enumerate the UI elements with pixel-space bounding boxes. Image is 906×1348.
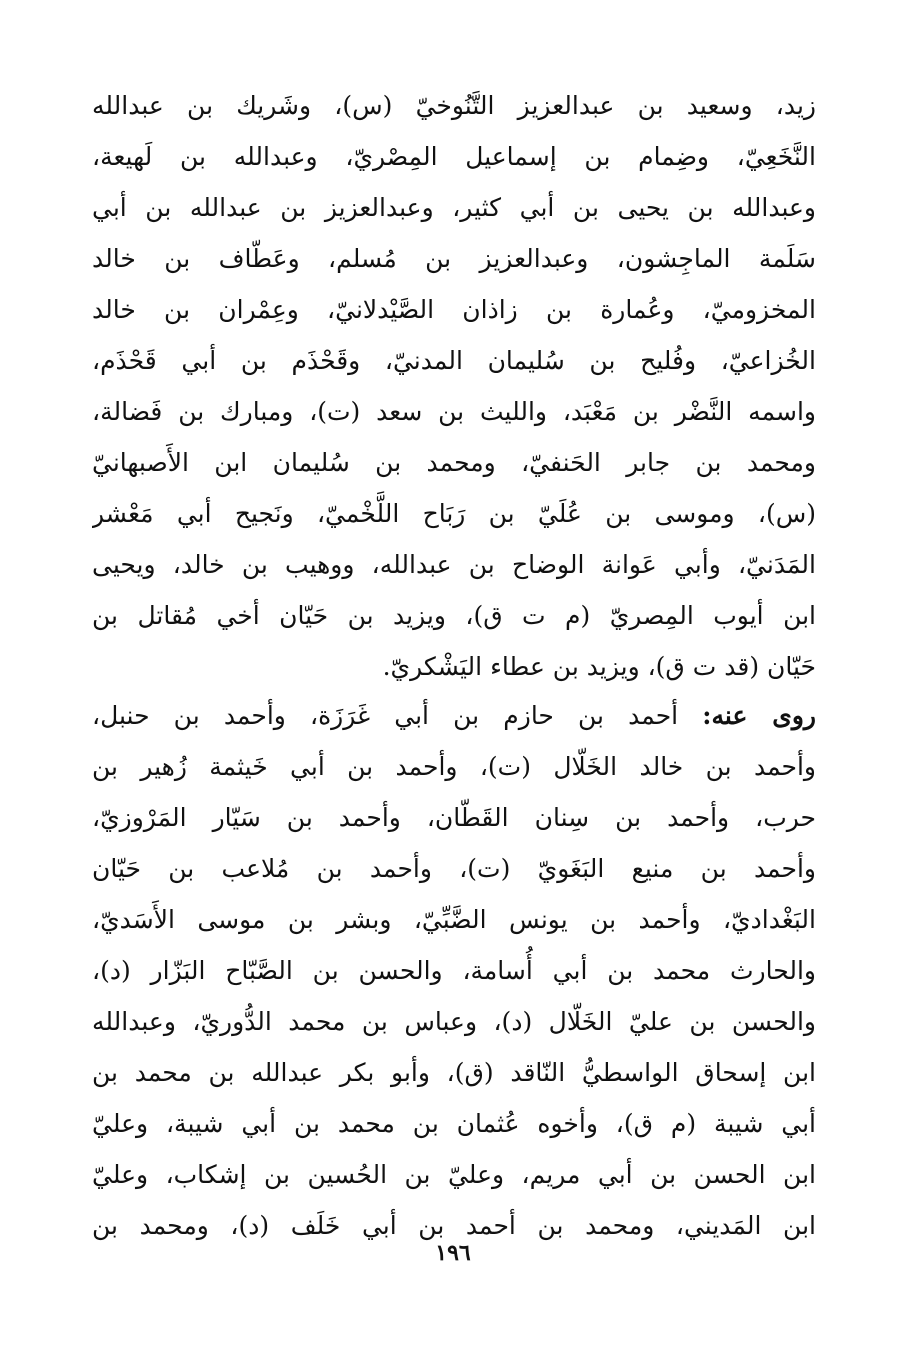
text-line: وأحمد بن خالد الخَلّال (ت)، وأحمد بن أبي خَيثمة زُهير بن xyxy=(92,752,816,781)
text-line-rest: أحمد بن حازم بن أبي غَرَزَة، وأحمد بن حنبل، xyxy=(92,701,679,730)
text-line: والحسن بن عليّ الخَلّال (د)، وعباس بن محمد الدُّوريّ، وعبدالله xyxy=(92,1007,816,1036)
text-line: (س)، وموسى بن عُلَيّ بن رَبَاح اللَّخْميّ، ونَجيح أبي مَعْشر xyxy=(92,499,816,528)
text-line: الخُزاعيّ، وفُليح بن سُليمان المدنيّ، وقَحْذَم بن أبي قَحْذَم، xyxy=(92,346,816,375)
text-line: حَيّان (قد ت ق)، ويزيد بن عطاء اليَشْكريّ. xyxy=(382,652,816,681)
text-line: المخزوميّ، وعُمارة بن زاذان الصَّيْدلانيّ، وعِمْران بن خالد xyxy=(92,295,816,324)
text-line: واسمه النَّضْر بن مَعْبَد، والليث بن سعد (ت)، ومبارك بن فَضالة، xyxy=(92,397,816,426)
text-line: حرب، وأحمد بن سِنان القَطّان، وأحمد بن سَيّار المَرْوزيّ، xyxy=(92,803,816,832)
text-line-first xyxy=(92,690,816,741)
text-line: ابن أيوب المِصريّ (م ت ق)، ويزيد بن حَيّان أخي مُقاتل بن xyxy=(92,601,816,630)
text-line: والحارث محمد بن أبي أُسامة، والحسن بن الصَّبّاح البَزّار (د)، xyxy=(92,956,816,985)
page-number: ١٩٦ xyxy=(435,1240,471,1266)
text-line: ابن إسحاق الواسطيُّ النّاقد (ق)، وأبو بكر عبدالله بن محمد بن xyxy=(92,1058,816,1087)
text-line: ومحمد بن جابر الحَنفيّ، ومحمد بن سُليمان ابن الأَصبهانيّ xyxy=(92,448,816,477)
text-line: أبي شيبة (م ق)، وأخوه عُثمان بن محمد بن أبي شيبة، وعليّ xyxy=(92,1109,816,1138)
paragraph-teachers xyxy=(92,80,816,692)
text-line: ابن المَديني، ومحمد بن أحمد بن أبي خَلَف (د)، ومحمد بن xyxy=(92,1211,816,1240)
text-line: زيد، وسعيد بن عبدالعزيز التَّنُوخيّ (س)، وشَريك بن عبدالله xyxy=(92,91,816,120)
text-line: المَدَنيّ، وأبي عَوانة الوضاح بن عبدالله، ووهيب بن خالد، ويحيى xyxy=(92,550,816,579)
text-line: البَغْداديّ، وأحمد بن يونس الضَّبِّيّ، وبشر بن موسى الأَسَديّ، xyxy=(92,905,816,934)
text-line: سَلَمة الماجِشون، وعبدالعزيز بن مُسلم، وعَطّاف بن خالد xyxy=(92,244,816,273)
text-line: النَّخَعِيّ، وضِمام بن إسماعيل المِصْريّ، وعبدالله بن لَهيعة، xyxy=(92,142,816,171)
text-line: ابن الحسن بن أبي مريم، وعليّ بن الحُسين بن إشكاب، وعليّ xyxy=(92,1160,816,1189)
text-line: وعبدالله بن يحيى بن أبي كثير، وعبدالعزيز بن عبدالله بن أبي xyxy=(92,193,816,222)
text-line: وأحمد بن منيع البَغَويّ (ت)، وأحمد بن مُلاعب بن حَيّان xyxy=(92,854,816,883)
section-label: روى عنه: xyxy=(702,701,816,730)
paragraph-students xyxy=(92,690,816,1251)
